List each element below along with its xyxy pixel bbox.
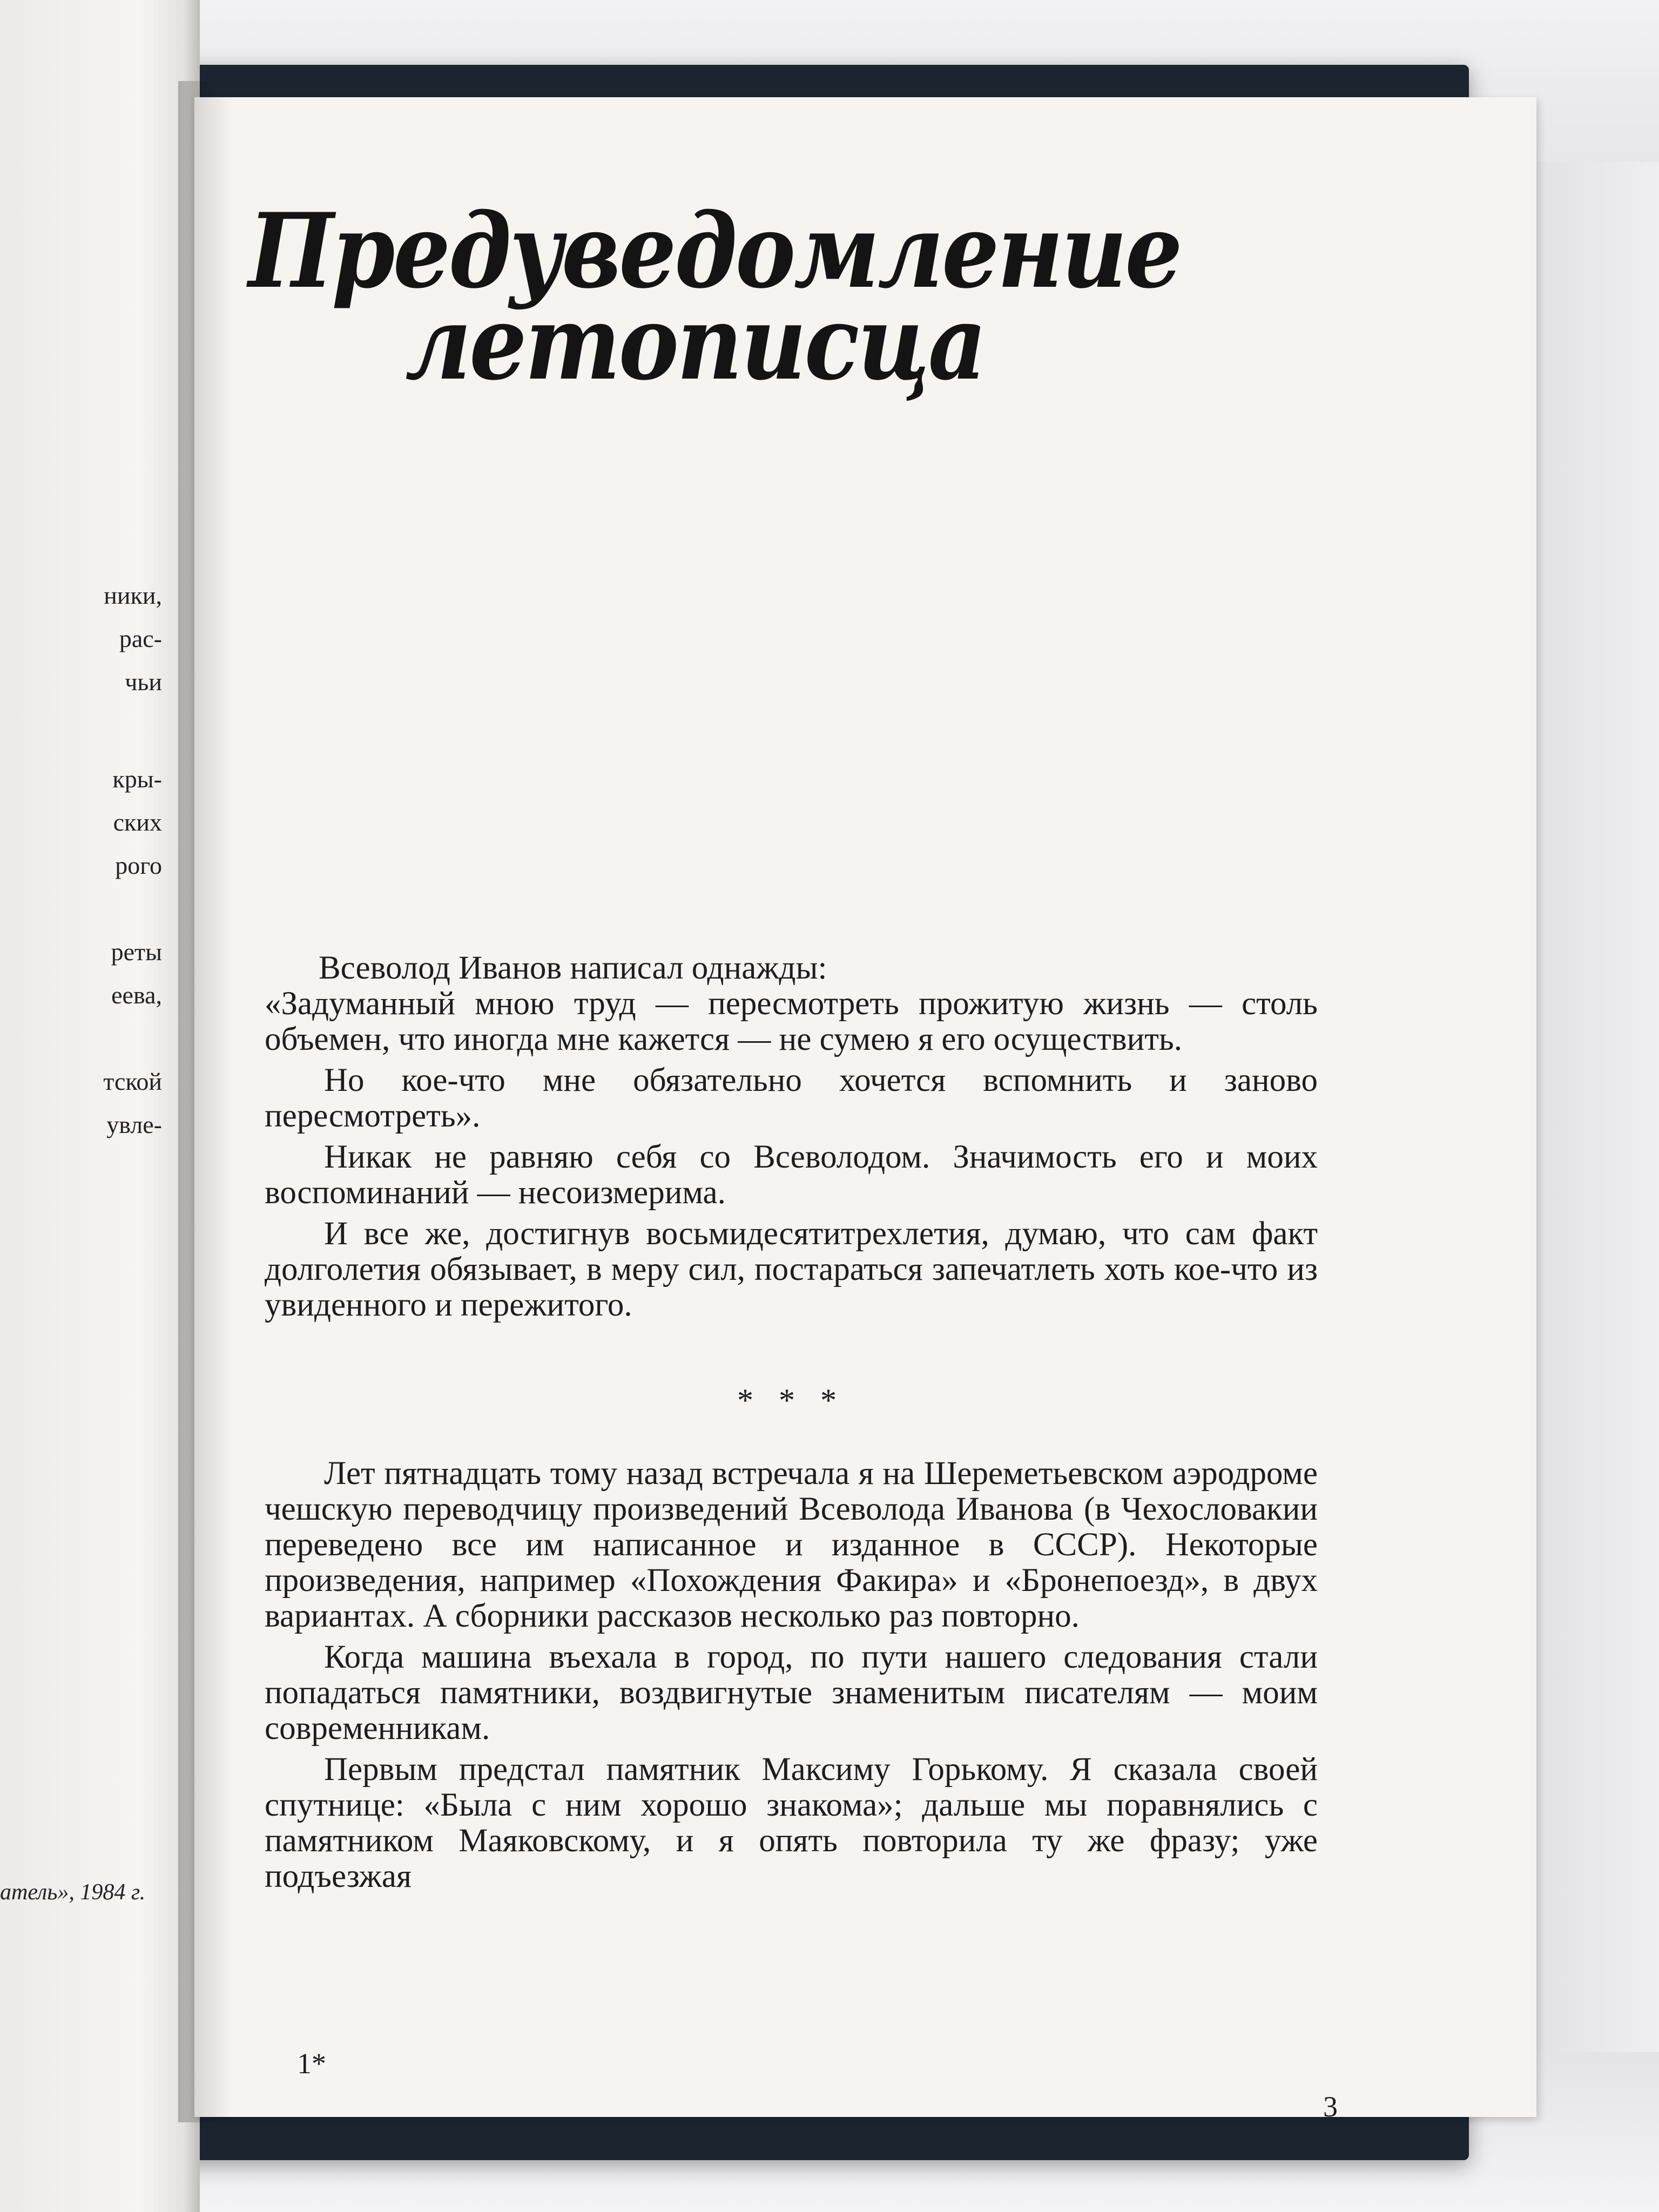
left-page-text-fragment: рого	[115, 852, 162, 879]
paragraph: Но кое-что мне обязательно хочется вспомнить и заново пересмотреть».	[265, 1062, 1318, 1134]
left-page-text-fragment: кры-	[112, 765, 162, 793]
section-separator: * * *	[737, 1382, 845, 1418]
left-page-text-fragment: реты	[111, 938, 162, 966]
chapter-title	[248, 191, 1274, 403]
background-surface-right	[1534, 162, 1659, 2052]
left-page-text-fragment: ники,	[104, 582, 162, 609]
paragraph: И все же, достигнув восьмидесятитрехлетия, думаю, что сам факт долголетия обязывает, в меру сил, постараться запечатлеть хоть кое-что из увиденного и пережитого.	[265, 1216, 1318, 1323]
paragraph: Всеволод Иванов написал однажды:	[319, 950, 827, 986]
left-page-text-fragment: увле-	[106, 1111, 162, 1138]
left-page-text-fragment: рас-	[119, 625, 162, 652]
page-edge-shade	[194, 97, 232, 2117]
left-page-text-fragment: чьи	[125, 668, 162, 696]
signature-mark: 1*	[297, 2047, 326, 2080]
paragraph: Никак не равняю себя со Всеволодом. Значимость его и моих воспоминаний — несоизмерима.	[265, 1139, 1318, 1211]
paragraph: Первым предстал памятник Максиму Горькому. Я сказала своей спутнице: «Была с ним хорошо знакома»; дальше мы поравнялись с памятником Маяковскому, и я опять повторила ту же фразу; уже подъезжая	[265, 1751, 1318, 1894]
left-page-footer: атель», 1984 г.	[0, 1880, 146, 1905]
paragraph: Лет пятнадцать тому назад встречала я на Шереметьевском аэродроме чешскую переводчицу произведений Всеволода Иванова (в Чехословакии переведено все им написанное и изданное в СССР). Некоторые произведения, например «Похождения Факира» и «Бронепоезд», в двух вариантах. А сборники рассказов несколько раз повторно.	[265, 1455, 1318, 1634]
page-number: 3	[1323, 2090, 1338, 2123]
left-page-text-fragment: еева,	[111, 981, 162, 1009]
chapter-title-line-1: Предуведомление	[248, 191, 1181, 311]
body-text	[265, 950, 1318, 1900]
paragraph: «Задуманный мною труд — пересмотреть прожитую жизнь — столь объемен, что иногда мне кажется — не сумею я его осуществить.	[265, 986, 1318, 1057]
left-page-text-fragment: ских	[113, 808, 162, 836]
chapter-title-line-2: летописца	[405, 282, 985, 403]
paragraph: Когда машина въехала в город, по пути нашего следования стали попадаться памятники, воздвигнутые знаменитым писателям — моим современникам.	[265, 1639, 1318, 1746]
left-page-text-fragment: тской	[103, 1068, 162, 1095]
left-page	[0, 0, 200, 2212]
show-through-text	[265, 329, 1372, 977]
right-page	[194, 97, 1536, 2123]
